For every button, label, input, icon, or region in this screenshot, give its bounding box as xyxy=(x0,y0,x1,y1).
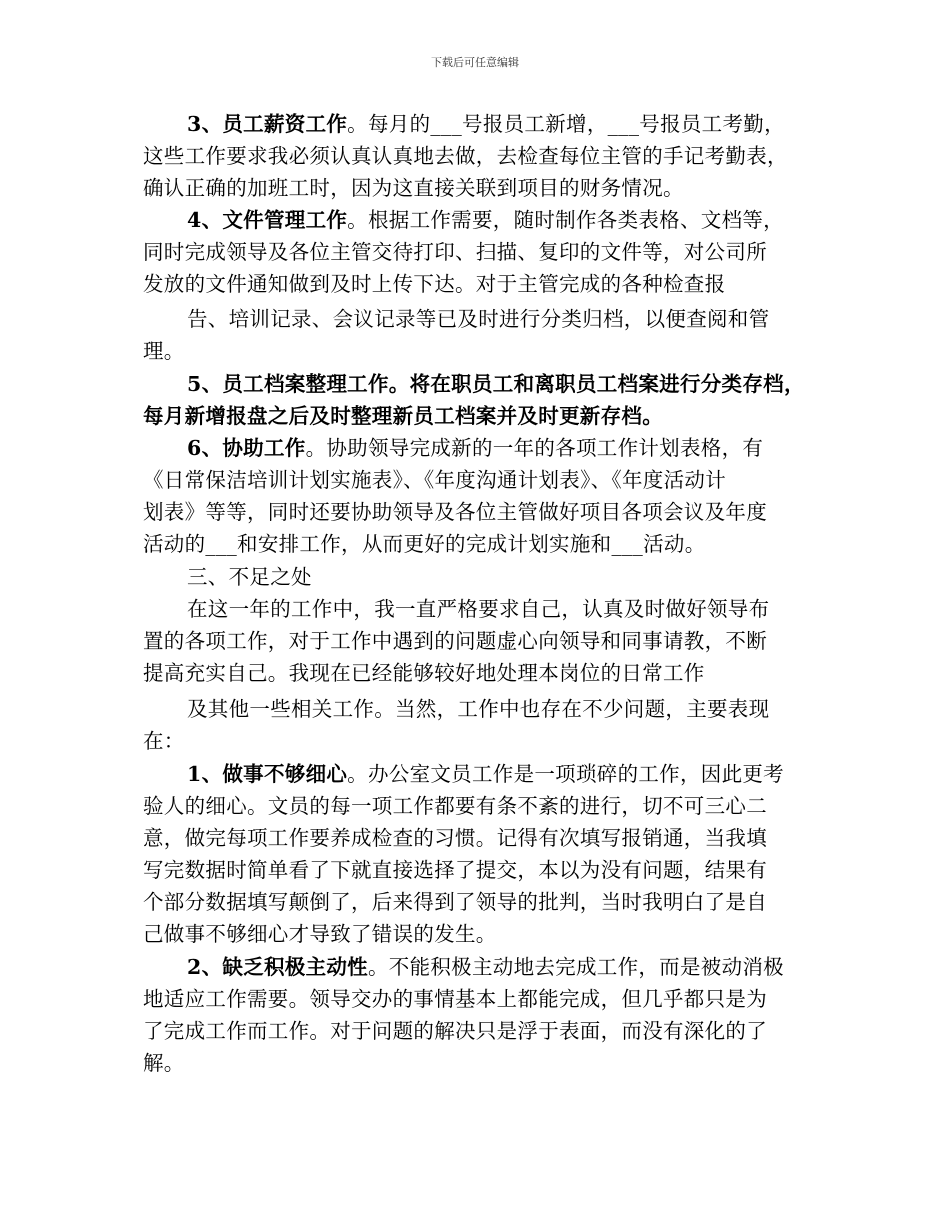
text-line xyxy=(187,595,769,623)
line-text: 在这一年的工作中，我一直严格要求自己，认真及时做好领导布 xyxy=(187,597,770,621)
text-line xyxy=(187,953,784,981)
line-text: 了完成工作而工作。对于问题的解决只是浮于表面，而没有深化的了 xyxy=(143,1019,767,1043)
text-line xyxy=(187,563,312,591)
section-heading: 4、文件管理工作 xyxy=(187,208,348,232)
text-line xyxy=(143,337,185,365)
line-text: 《日常保洁培训计划实施表》、《年度沟通计划表》、《年度活动计 xyxy=(143,468,726,492)
line-text: 。不能积极主动地去完成工作，而是被动消极 xyxy=(367,955,784,979)
line-text: 。每月的___号报员工新增，___号报员工考勤， xyxy=(347,112,785,136)
text-line xyxy=(187,370,805,398)
text-line xyxy=(143,985,767,1013)
text-line xyxy=(143,174,684,202)
line-text: 写完数据时简单看了下就直接选择了提交，本以为没有问题，结果有 xyxy=(143,858,767,882)
section-heading: 5、员工档案整理工作。将在职员工和离职员工档案进行分类存档， xyxy=(187,372,805,396)
line-text: 置的各项工作，对于工作中遇到的问题虚心向领导和同事请教，不断 xyxy=(143,629,767,653)
line-text: 地适应工作需要。领导交办的事情基本上都能完成，但几乎都只是为 xyxy=(143,987,767,1011)
line-text: 。根据工作需要，随时制作各类表格、文档等， xyxy=(347,208,784,232)
text-line xyxy=(143,856,767,884)
line-text: 提高充实自己。我现在已经能够较好地处理本岗位的日常工作 xyxy=(143,661,705,685)
page-header: 下载后可任意编辑 xyxy=(431,56,519,69)
text-line xyxy=(187,110,785,138)
line-text: 意，做完每项工作要养成检查的习惯。记得有次填写报销通，当我填 xyxy=(143,826,767,850)
line-text: 确认正确的加班工时，因为这直接关联到项目的财务情况。 xyxy=(143,176,684,200)
section-title: 三、不足之处 xyxy=(187,565,312,589)
text-line xyxy=(143,659,705,687)
text-line xyxy=(143,627,767,655)
line-text: 解。 xyxy=(143,1051,185,1075)
line-text: 。协助领导完成新的一年的各项工作计划表格，有 xyxy=(305,436,764,460)
line-text: 划表》等等，同时还要协助领导及各位主管做好项目各项会议及年度 xyxy=(143,500,767,524)
text-line xyxy=(143,498,767,526)
text-line xyxy=(143,920,497,948)
text-line xyxy=(143,1017,767,1045)
text-line xyxy=(143,824,767,852)
text-line xyxy=(143,142,788,170)
text-line xyxy=(143,727,185,755)
text-line xyxy=(143,270,725,298)
text-line xyxy=(187,695,769,723)
text-line xyxy=(143,792,767,820)
text-line xyxy=(143,238,767,266)
line-text: 活动的___和安排工作，从而更好的完成计划实施和___活动。 xyxy=(143,532,706,556)
bold-text: 每月新增报盘之后及时整理新员工档案并及时更新存档。 xyxy=(143,404,663,428)
text-line xyxy=(143,1049,185,1077)
line-text: 告、培训记录、会议记录等已及时进行分类归档，以便查阅和管 xyxy=(187,307,770,331)
section-heading: 1、做事不够细心 xyxy=(187,762,348,786)
line-text: 验人的细心。文员的每一项工作都要有条不紊的进行，切不可三心二 xyxy=(143,794,767,818)
line-text: 。办公室文员工作是一项琐碎的工作，因此更考 xyxy=(347,762,784,786)
section-heading: 3、员工薪资工作 xyxy=(187,112,348,136)
line-text: 发放的文件通知做到及时上传下达。对于主管完成的各种检查报 xyxy=(143,272,726,296)
line-text: 及其他一些相关工作。当然，工作中也存在不少问题，主要表现 xyxy=(187,697,770,721)
line-text: 同时完成领导及各位主管交待打印、扫描、复印的文件等，对公司所 xyxy=(143,240,767,264)
line-text: 个部分数据填写颠倒了，后来得到了领导的批判，当时我明白了是自 xyxy=(143,890,767,914)
text-line xyxy=(143,888,767,916)
section-heading: 2、缺乏积极主动性 xyxy=(187,955,368,979)
text-line xyxy=(143,402,663,430)
text-line xyxy=(187,434,763,462)
text-line xyxy=(187,760,784,788)
text-line xyxy=(187,206,784,234)
text-line xyxy=(187,305,769,333)
line-text: 在： xyxy=(143,729,185,753)
text-line xyxy=(143,530,706,558)
section-heading: 6、协助工作 xyxy=(187,436,306,460)
line-text: 己做事不够细心才导致了错误的发生。 xyxy=(143,922,497,946)
text-line xyxy=(143,466,726,494)
line-text: 理。 xyxy=(143,339,185,363)
line-text: 这些工作要求我必须认真认真地去做，去检查每位主管的手记考勤表， xyxy=(143,144,788,168)
